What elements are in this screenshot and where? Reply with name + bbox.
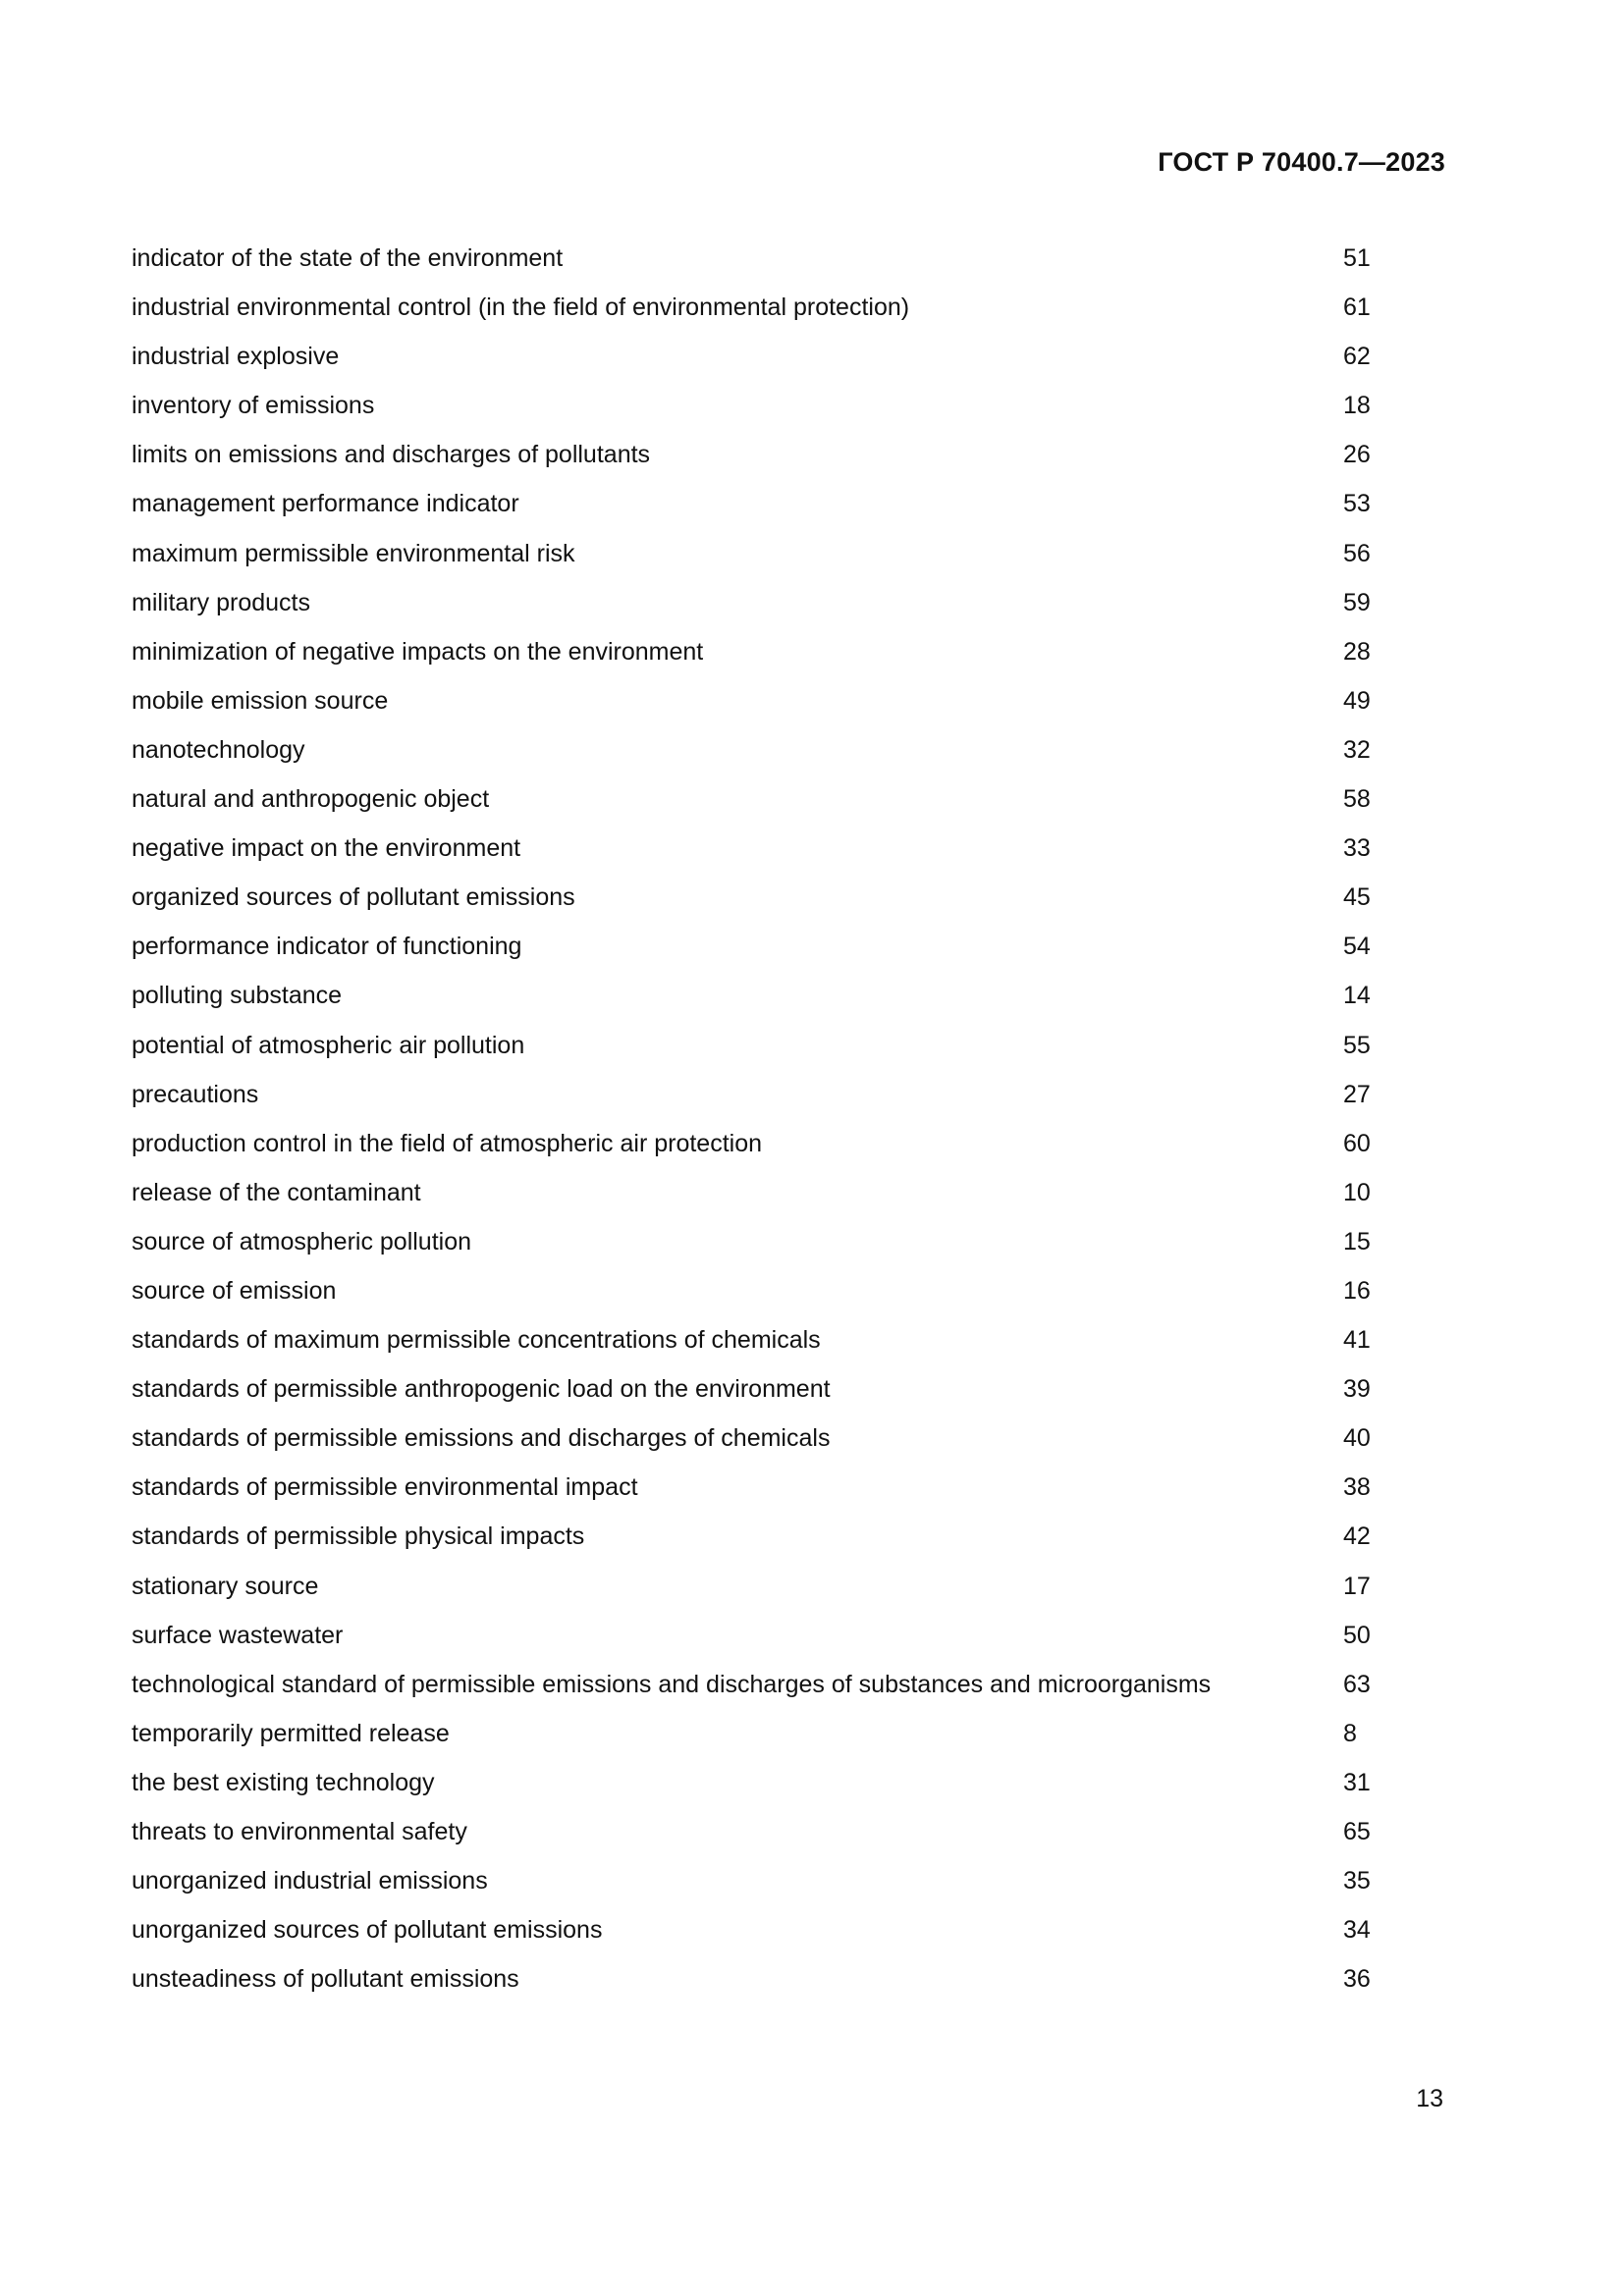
index-entry — [132, 1364, 1428, 1414]
index-reference-number: 18 — [1343, 392, 1371, 420]
index-term: standards of permissible anthropogenic load on the environment — [132, 1375, 831, 1404]
index-term: stationary source — [132, 1572, 319, 1600]
index-term: standards of permissible environmental impact — [132, 1473, 638, 1502]
index-reference-number: 59 — [1343, 588, 1371, 616]
index-reference-number: 54 — [1343, 933, 1371, 961]
index-entry — [132, 725, 1428, 774]
index-reference-number: 53 — [1343, 490, 1371, 518]
index-reference-number: 10 — [1343, 1178, 1371, 1206]
index-term: standards of permissible emissions and discharges of chemicals — [132, 1424, 831, 1453]
index-term: precautions — [132, 1080, 259, 1108]
index-term: industrial explosive — [132, 343, 340, 371]
index-reference-number: 8 — [1343, 1719, 1357, 1747]
index-term: source of emission — [132, 1276, 337, 1305]
index-entry — [132, 1660, 1428, 1709]
index-term: maximum permissible environmental risk — [132, 539, 575, 567]
index-entry — [132, 1954, 1428, 2003]
index-entry — [132, 1463, 1428, 1512]
index-term: unorganized sources of pollutant emissions — [132, 1916, 603, 1945]
index-entry — [132, 578, 1428, 627]
index-entry — [132, 529, 1428, 578]
index-reference-number: 56 — [1343, 539, 1371, 567]
index-reference-number: 42 — [1343, 1522, 1371, 1551]
index-entry — [132, 479, 1428, 528]
index-term: the best existing technology — [132, 1768, 435, 1796]
page-number: 13 — [1416, 2085, 1443, 2112]
index-reference-number: 58 — [1343, 785, 1371, 814]
index-entry — [132, 1562, 1428, 1611]
index-term: industrial environmental control (in the field of environmental protection) — [132, 294, 910, 322]
index-reference-number: 41 — [1343, 1326, 1371, 1355]
index-entry — [132, 824, 1428, 873]
index-term: minimization of negative impacts on the environment — [132, 637, 704, 666]
index-entry — [132, 1905, 1428, 1954]
index-entry — [132, 1315, 1428, 1364]
index-reference-number: 16 — [1343, 1276, 1371, 1305]
index-reference-number: 40 — [1343, 1424, 1371, 1453]
index-entry — [132, 1414, 1428, 1463]
index-reference-number: 35 — [1343, 1867, 1371, 1896]
index-entry — [132, 873, 1428, 922]
index-term: performance indicator of functioning — [132, 933, 522, 961]
index-reference-number: 49 — [1343, 686, 1371, 715]
index-term: standards of permissible physical impacts — [132, 1522, 585, 1551]
index-entry — [132, 1709, 1428, 1758]
index-reference-number: 62 — [1343, 343, 1371, 371]
index-term: unsteadiness of pollutant emissions — [132, 1965, 519, 1994]
index-reference-number: 28 — [1343, 637, 1371, 666]
index-term: release of the contaminant — [132, 1178, 421, 1206]
index-reference-number: 26 — [1343, 441, 1371, 469]
index-entry — [132, 1611, 1428, 1660]
index-entry — [132, 1168, 1428, 1217]
index-term: production control in the field of atmospheric air protection — [132, 1129, 763, 1157]
index-entry — [132, 1758, 1428, 1807]
index-reference-number: 55 — [1343, 1031, 1371, 1059]
index-term: inventory of emissions — [132, 392, 375, 420]
index-term: potential of atmospheric air pollution — [132, 1031, 525, 1059]
index-reference-number: 38 — [1343, 1473, 1371, 1502]
index-term: military products — [132, 588, 310, 616]
index-entry — [132, 1217, 1428, 1266]
index-reference-number: 65 — [1343, 1818, 1371, 1845]
index-term: source of atmospheric pollution — [132, 1227, 472, 1255]
index-reference-number: 50 — [1343, 1621, 1371, 1649]
index-reference-number: 51 — [1343, 244, 1371, 272]
index-term: technological standard of permissible emissions and discharges of substances and microorganisms — [132, 1670, 1212, 1698]
index-entry — [132, 1070, 1428, 1119]
index-reference-number: 61 — [1343, 294, 1371, 322]
index-term: negative impact on the environment — [132, 834, 521, 863]
index-entry — [132, 922, 1428, 971]
index-entry — [132, 676, 1428, 725]
index-entry — [132, 774, 1428, 824]
index-entry — [132, 430, 1428, 479]
index-reference-number: 34 — [1343, 1916, 1371, 1945]
index-term: unorganized industrial emissions — [132, 1867, 488, 1896]
index-reference-number: 36 — [1343, 1965, 1371, 1994]
index-entry — [132, 381, 1428, 430]
index-term: threats to environmental safety — [132, 1818, 467, 1845]
index-term: indicator of the state of the environment — [132, 244, 564, 272]
index-reference-number: 17 — [1343, 1572, 1371, 1600]
index-reference-number: 63 — [1343, 1670, 1371, 1698]
index-reference-number: 15 — [1343, 1227, 1371, 1255]
index-entry — [132, 1021, 1428, 1070]
index-reference-number: 31 — [1343, 1768, 1371, 1796]
index-term: nanotechnology — [132, 735, 305, 764]
index-entry — [132, 1856, 1428, 1905]
index-entry — [132, 1266, 1428, 1315]
index-term: natural and anthropogenic object — [132, 785, 490, 814]
index-entry — [132, 1119, 1428, 1168]
index-reference-number: 45 — [1343, 883, 1371, 912]
index-entry — [132, 283, 1428, 332]
index-reference-number: 32 — [1343, 735, 1371, 764]
index-entry — [132, 1512, 1428, 1561]
index-term: mobile emission source — [132, 686, 389, 715]
index-term: limits on emissions and discharges of pollutants — [132, 441, 651, 469]
index-entry — [132, 234, 1428, 283]
index-term: management performance indicator — [132, 490, 519, 518]
index-reference-number: 60 — [1343, 1129, 1371, 1157]
document-header-code: ГОСТ Р 70400.7—2023 — [1158, 147, 1445, 177]
index-term: polluting substance — [132, 982, 343, 1010]
index-entry — [132, 627, 1428, 676]
index-entry — [132, 1807, 1428, 1856]
index-entry — [132, 971, 1428, 1020]
index-term: temporarily permitted release — [132, 1719, 450, 1747]
index-entry — [132, 332, 1428, 381]
index-reference-number: 33 — [1343, 834, 1371, 863]
index-term: standards of maximum permissible concentrations of chemicals — [132, 1326, 821, 1355]
index-reference-number: 27 — [1343, 1080, 1371, 1108]
index-reference-number: 39 — [1343, 1375, 1371, 1404]
index-term: organized sources of pollutant emissions — [132, 883, 575, 912]
index-reference-number: 14 — [1343, 982, 1371, 1010]
term-index-list — [132, 234, 1428, 2003]
index-term: surface wastewater — [132, 1621, 344, 1649]
